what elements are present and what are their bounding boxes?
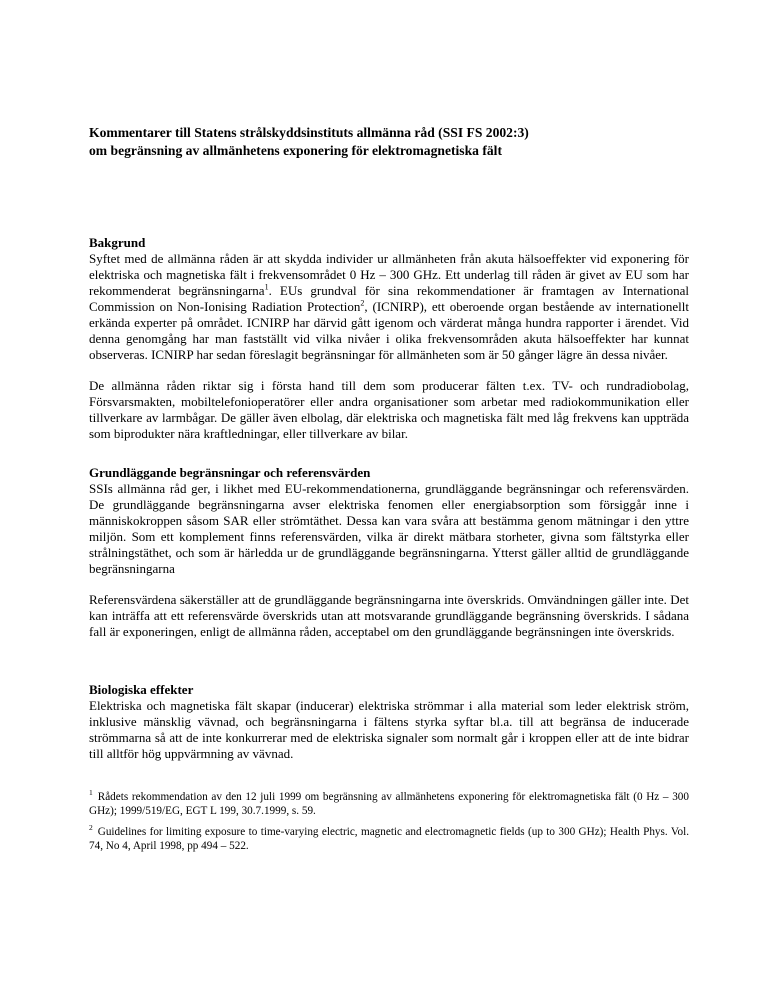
footnote-text: Rådets rekommendation av den 12 juli 1999 om begränsning av allmänhetens exponering för elektromagnetiska fält (0 Hz – 300 GHz); 1999/519/EG, EGT L 199, 30.7.1999, s. 59. xyxy=(89,791,689,817)
paragraph: Referensvärdena säkerställer att de grundläggande begränsningarna inte överskrids. Omvändningen gäller inte. Det kan inträffa att ett referensvärde överskrids utan att motsvarande grundläggande begränsning överskrids. I sådana fall är exponeringen, enligt de allmänna råden, acceptabel om den grundläggande begränsningen inte överskrids. xyxy=(89,592,689,639)
paragraph: Elektriska och magnetiska fält skapar (inducerar) elektriska strömmar i alla material som leder elektrisk ström, inklusive mänsklig vävnad, och begränsningarna i fältens styrka syftar bl.a. till att begränsa de inducerade strömmarna så att de inte konkurrerar med de elektriska signaler som normalt går i kroppen eller att de inte bidrar till alltför hög uppvärmning av vävnad. xyxy=(89,698,689,761)
footnote xyxy=(89,825,689,853)
section-biologiska xyxy=(89,682,689,762)
section-bakgrund xyxy=(89,235,689,442)
footnote-mark: 1 xyxy=(89,788,93,798)
footnote-reference: 2 xyxy=(360,298,365,308)
footnote xyxy=(89,790,689,818)
paragraph-text: Syftet med de allmänna råden är att skydda individer ur allmänheten från akuta hälsoeffekter vid exponering för elektriska och magnetiska fält i frekvensområdet 0 Hz – 300 GHz. Ett underlag till råden är givet av EU som har rekommenderat begränsningarna xyxy=(89,251,689,298)
footnote-mark: 2 xyxy=(89,823,93,833)
document-title-line-2: om begränsning av allmänhetens exponering för elektromagnetiska fält xyxy=(89,143,502,158)
document-title-line-1: Kommentarer till Statens strålskyddsinstituts allmänna råd (SSI FS 2002:3) xyxy=(89,125,529,140)
paragraph-text: . EUs grundval för sina rekommendationer är framtagen av International Commission on Non-Ionising Radiation Protection xyxy=(89,283,689,314)
paragraph: SSIs allmänna råd ger, i likhet med EU-rekommendationerna, grundläggande begränsningar och referensvärden. De grundläggande begränsningarna avser elektriska fenomen eller energiabsorption som försiggår inne i människokroppen såsom SAR eller strömtäthet. Dessa kan vara svåra att bestämma genom mätningar i den yttre miljön. Som ett komplement finns referensvärden, vilka är direkt mätbara storheter, givna som fältstyrka eller strålningstäthet, och som är härledda ur de grundläggande begränsningarna. Ytterst gäller alltid de grundläggande begränsningarna xyxy=(89,481,689,576)
paragraph: De allmänna råden riktar sig i första hand till dem som producerar fälten t.ex. TV- och rundradiobolag, Försvarsmakten, mobiltelefonioperatörer eller andra organisationer som arbetar med radiokommunikation eller tillverkare av larmbågar. De gäller även elbolag, där elektriska och magnetiska fält med låg frekvens kan uppträda som biprodukter nära kraftledningar, eller tillverkare av bilar. xyxy=(89,378,689,441)
footnote-reference: 1 xyxy=(264,282,269,292)
footnote-text: Guidelines for limiting exposure to time-varying electric, magnetic and electromagnetic fields (up to 300 GHz); Health Phys. Vol. 74, No 4, April 1998, pp 494 – 522. xyxy=(89,826,689,852)
section-heading: Biologiska effekter xyxy=(89,682,194,697)
paragraph xyxy=(89,251,689,363)
footnotes xyxy=(89,790,689,853)
document-title xyxy=(89,124,689,160)
section-grundlaggande xyxy=(89,465,689,640)
section-heading: Grundläggande begränsningar och referensvärden xyxy=(89,465,371,480)
section-heading: Bakgrund xyxy=(89,235,146,250)
paragraph-text: , (ICNIRP), ett oberoende organ bestående av internationellt erkända experter på området. ICNIRP har därvid gått igenom och värderat många hundra rapporter i ärendet. Vid denna genomgång har man fastställt vid vilka nivåer i olika frekvensområden akuta hälsoeffekter har kunnat observeras. ICNIRP har sedan föreslagit begränsningar för allmänheten som är 50 gånger lägre än dessa nivåer. xyxy=(89,299,689,362)
